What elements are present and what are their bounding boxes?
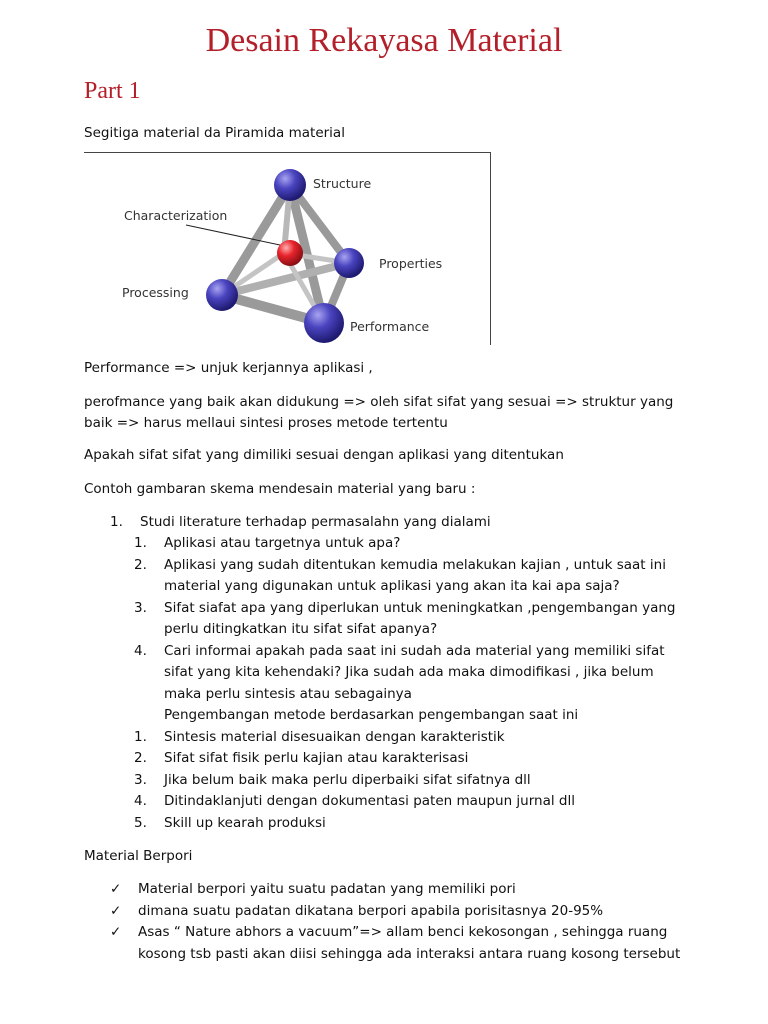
list-item-text: Aplikasi atau targetnya untuk apa? xyxy=(164,535,401,551)
list-item-1 xyxy=(110,512,491,533)
list-item-text: Ditindaklanjuti dengan dokumentasi paten maupun jurnal dll xyxy=(164,793,575,809)
list-number: 5. xyxy=(134,814,147,831)
list-item-text: Sifat siafat apa yang diperlukan untuk meningkatkan ,pengembangan yang xyxy=(164,599,676,616)
structure-sphere xyxy=(274,169,306,201)
performance-label: Performance xyxy=(350,319,430,334)
document-title: Desain Rekayasa Material xyxy=(205,22,563,59)
list-item xyxy=(134,641,675,706)
list-item-text: Aplikasi yang sudah ditentukan kemudia melakukan kajian , untuk saat ini xyxy=(164,556,666,573)
sublist-subheading xyxy=(134,705,675,727)
paragraph-performance: Performance => unjuk kerjannya aplikasi , xyxy=(84,360,373,376)
list-number: 1. xyxy=(110,514,123,530)
sublist-1 xyxy=(134,533,675,834)
list-item-text: Skill up kearah produksi xyxy=(164,814,326,831)
list-number: 2. xyxy=(134,556,147,573)
list-item-text: perlu ditingkatkan itu sifat sifat apanya? xyxy=(164,621,438,637)
list-number: 3. xyxy=(134,771,147,788)
list-item xyxy=(134,533,675,555)
list-number: 3. xyxy=(134,599,147,616)
list-item xyxy=(134,727,675,749)
material-pyramid-figure xyxy=(84,152,491,345)
properties-sphere xyxy=(334,248,364,278)
list-item xyxy=(134,791,675,813)
characterization-sphere xyxy=(277,240,303,266)
section-heading-material-berpori: Material Berpori xyxy=(84,848,193,864)
checklist-item-text: dimana suatu padatan dikatana berpori apabila porisitasnya 20-95% xyxy=(138,903,604,919)
performance-sphere xyxy=(304,303,344,343)
checklist-item-text: Material berpori yaitu suatu padatan yang memiliki pori xyxy=(138,881,516,897)
list-item-text: maka perlu sintesis atau sebagainya xyxy=(164,685,412,702)
list-item xyxy=(134,770,675,792)
list-item-text: sifat yang kita kehendaki? Jika sudah ada maka dimodifikasi , jika belum xyxy=(164,664,654,680)
paragraph-performance-detail-line1: perofmance yang baik akan didukung => oleh sifat sifat yang sesuai => struktur yang xyxy=(84,394,674,410)
checklist-item-text: Asas “ Nature abhors a vacuum”=> allam benci kekosongan , sehingga ruang xyxy=(138,924,668,940)
structure-label: Structure xyxy=(313,176,372,191)
list-item-text: Jika belum baik maka perlu diperbaiki sifat sifatnya dll xyxy=(164,771,531,788)
list-item xyxy=(134,598,675,641)
list-number: 1. xyxy=(134,728,147,745)
list-item xyxy=(134,555,675,598)
list-item xyxy=(134,813,675,835)
paragraph-question: Apakah sifat sifat yang dimiliki sesuai dengan aplikasi yang ditentukan xyxy=(84,447,564,463)
list-item-text: Cari informai apakah pada saat ini sudah ada material yang memiliki sifat xyxy=(164,642,665,659)
pyramid-diagram xyxy=(84,153,490,345)
processing-sphere xyxy=(206,279,238,311)
part-heading: Part 1 xyxy=(84,78,141,104)
list-number: 2. xyxy=(134,750,147,766)
checklist-item-text: kosong tsb pasti akan diisi sehingga ada interaksi antara ruang kosong tersebut xyxy=(138,946,681,962)
list-item-text: Sintesis material disesuaikan dengan karakteristik xyxy=(164,728,505,745)
list-number: 4. xyxy=(134,642,147,659)
paragraph-performance-detail-line2: baik => harus mellaui sintesi proses metode tertentu xyxy=(84,415,448,431)
check-icon: ✓ xyxy=(110,903,122,919)
check-icon: ✓ xyxy=(110,881,122,897)
list-number: 4. xyxy=(134,793,147,809)
paragraph-scheme-intro: Contoh gambaran skema mendesain material yang baru : xyxy=(84,481,476,497)
check-icon: ✓ xyxy=(110,924,122,940)
list-item-text: Studi literature terhadap permasalahn yang dialami xyxy=(140,514,491,530)
list-item xyxy=(134,748,675,770)
list-number: 1. xyxy=(134,535,147,551)
characterization-label: Characterization xyxy=(124,208,228,223)
list-item-text: material yang digunakan untuk aplikasi yang akan ita kai apa saja? xyxy=(164,578,620,594)
subheading-text: Pengembangan metode berdasarkan pengembangan saat ini xyxy=(164,707,579,723)
list-item-text: Sifat sifat fisik perlu kajian atau karakterisasi xyxy=(164,750,469,766)
processing-label: Processing xyxy=(122,285,189,300)
figure-caption: Segitiga material da Piramida material xyxy=(84,125,345,141)
properties-label: Properties xyxy=(379,256,443,271)
